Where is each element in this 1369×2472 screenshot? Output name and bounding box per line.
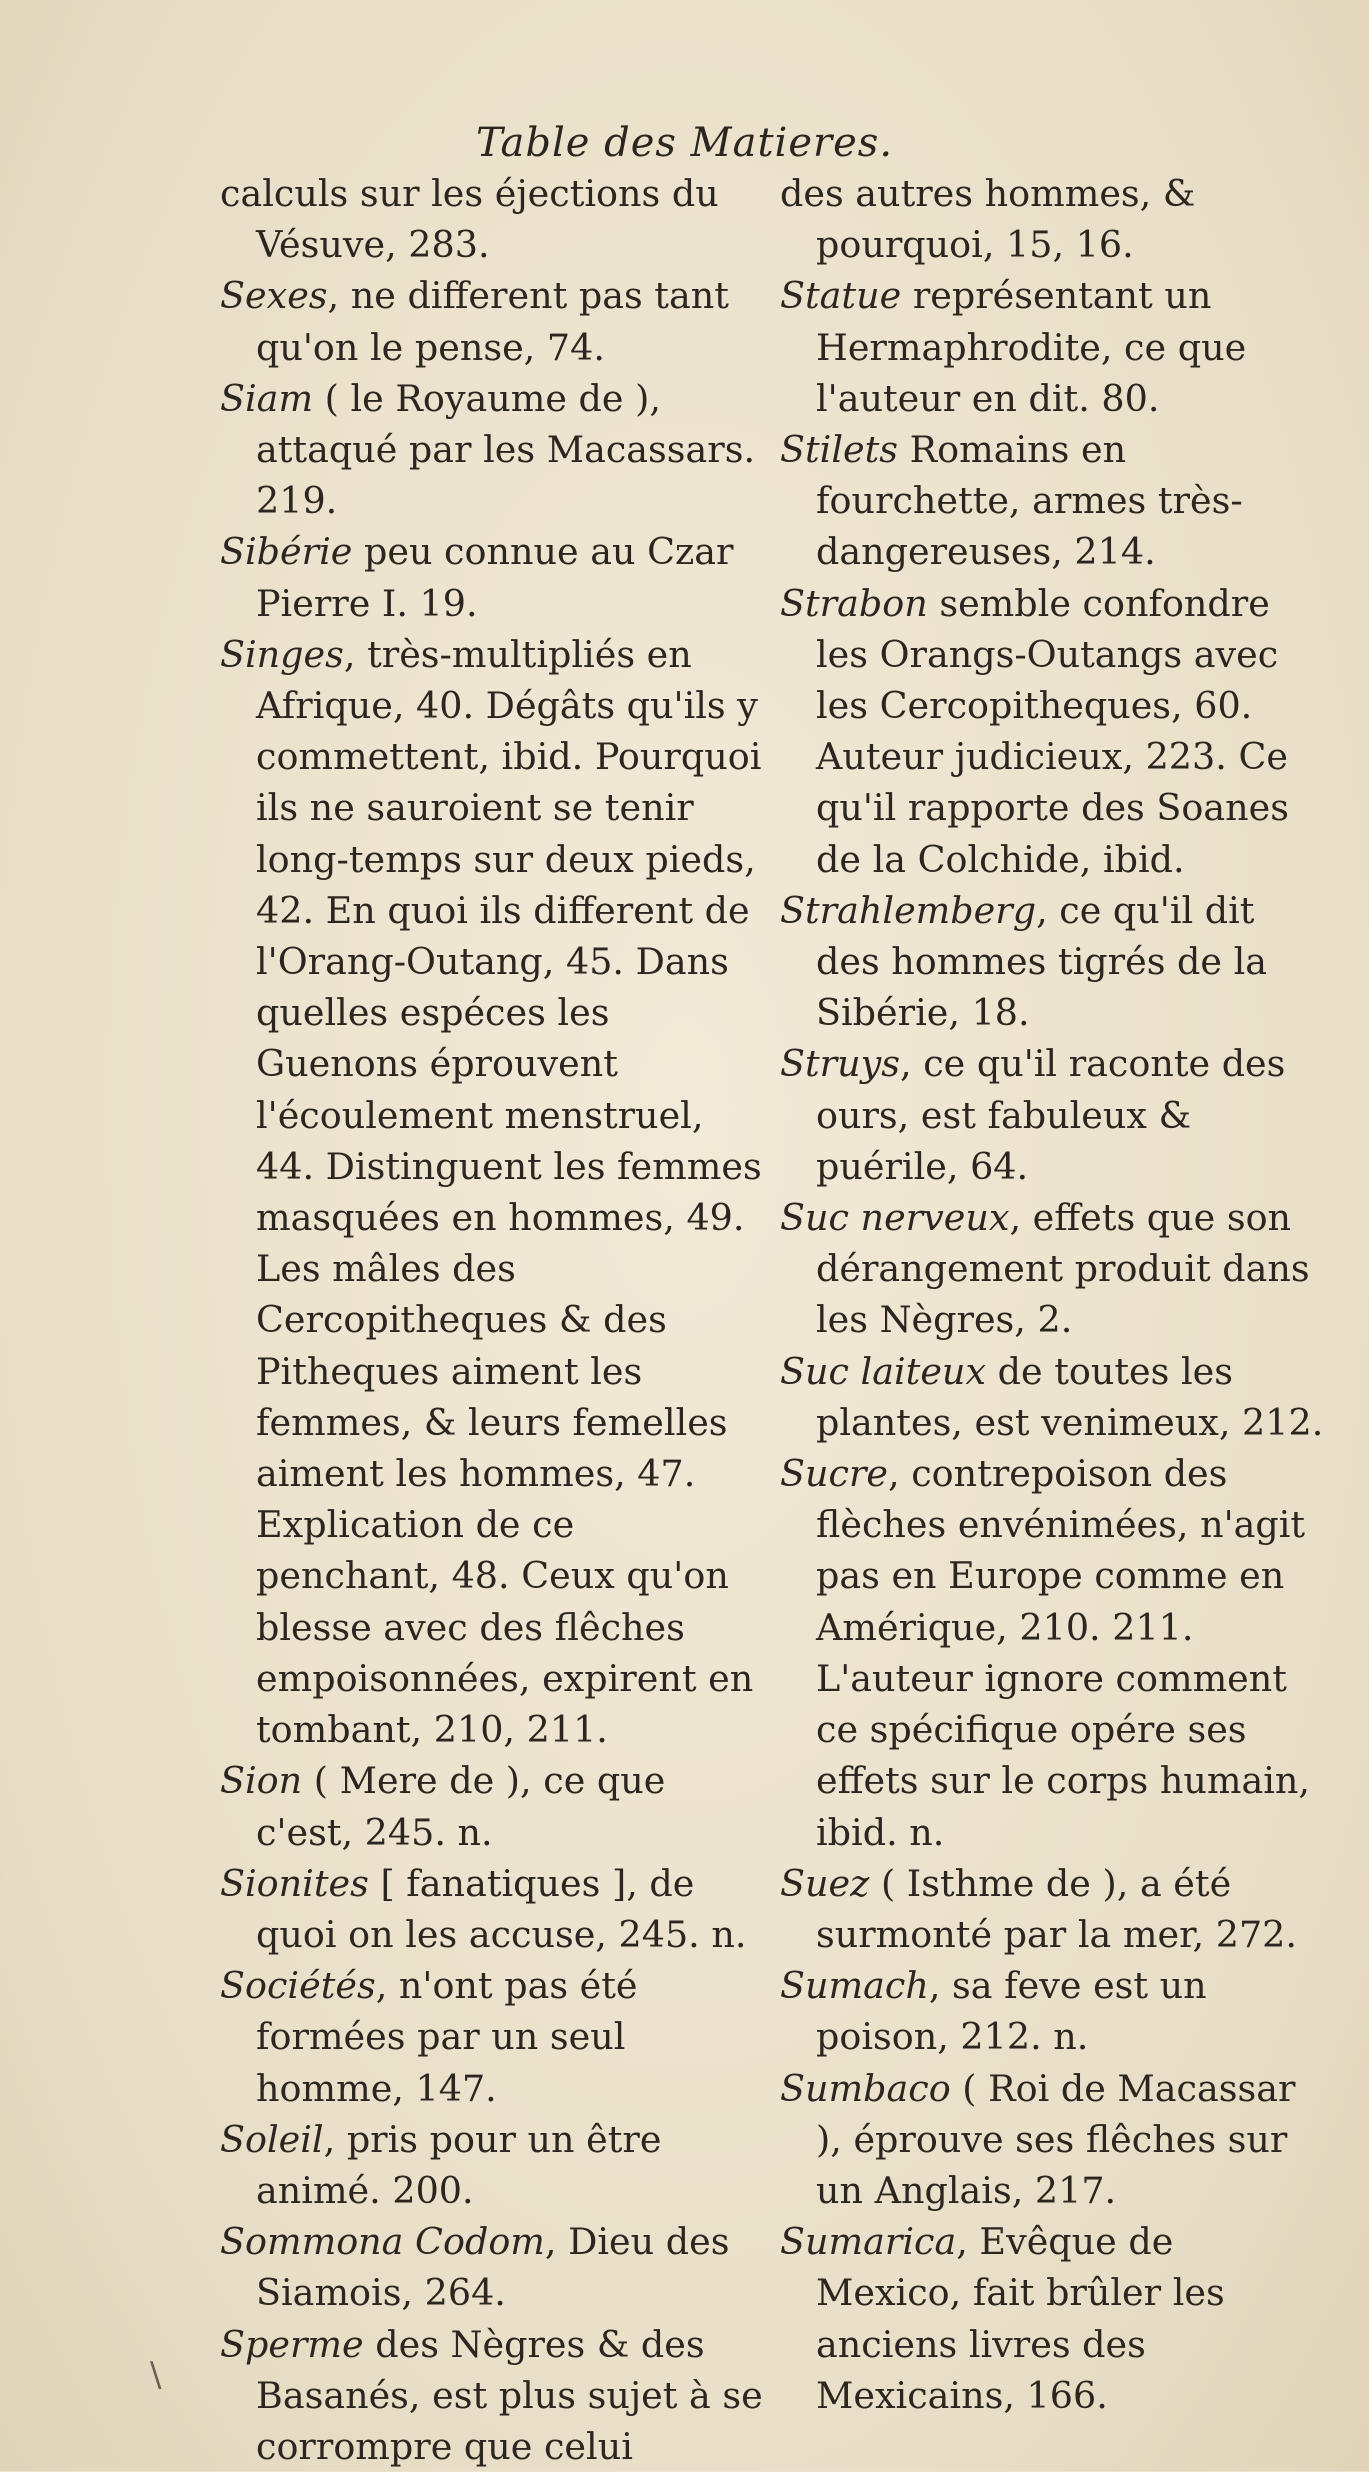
index-column-right <box>780 168 1328 2421</box>
index-entry: des autres hommes, & pourquoi, 15, 16. <box>780 172 1196 267</box>
margin-mark: \ <box>150 2355 162 2395</box>
index-entry: calculs sur les éjections du Vésuve, 283. <box>220 172 719 267</box>
index-entry: Suc laiteux de toutes les plantes, est venimeux, 212. <box>780 1349 1324 1444</box>
running-head: Table des Matieres. <box>475 120 894 166</box>
index-entry: Sibérie peu connue au Czar Pierre I. 19. <box>220 530 734 625</box>
index-entry: Siam ( le Royaume de ), attaqué par les Macassars. 219. <box>220 376 756 523</box>
index-entry: Struys, ce qu'il raconte des ours, est fabuleux & puérile, 64. <box>780 1042 1286 1188</box>
index-entry: Sexes, ne different pas tant qu'on le pense, 74. <box>220 274 729 369</box>
index-entry: Statue représentant un Hermaphrodite, ce que l'auteur en dit. 80. <box>780 274 1247 420</box>
index-entry: Sperme des Nègres & des Basanés, est plus sujet à se corrompre que celui <box>220 2322 763 2468</box>
index-entry: Sociétés, n'ont pas été formées par un seul homme, 147. <box>220 1964 638 2110</box>
index-entry: Strabon semble confondre les Orangs-Outangs avec les Cercopitheques, 60. Auteur judicieux, 223. Ce qu'il rapporte des Soanes de la Colchide, ibid. <box>780 581 1289 881</box>
index-entry: Sionites [ fanatiques ], de quoi on les accuse, 245. n. <box>220 1861 747 1956</box>
index-column-left <box>220 168 768 2472</box>
index-entry: Sumach, sa feve est un poison, 212. n. <box>780 1964 1207 2059</box>
index-entry: Stilets Romains en fourchette, armes très-dangereuses, 214. <box>780 428 1243 574</box>
index-entry: Suc nerveux, effets que son dérangement produit dans les Nègres, 2. <box>780 1196 1310 1342</box>
index-entry: Sumarica, Evêque de Mexico, fait brûler les anciens livres des Mexicains, 166. <box>780 2220 1225 2417</box>
index-entry: Sumbaco ( Roi de Macassar ), éprouve ses flêches sur un Anglais, 217. <box>780 2066 1296 2212</box>
index-entry: Sion ( Mere de ), ce que c'est, 245. n. <box>220 1759 666 1854</box>
index-entry: Sommona Codom, Dieu des Siamois, 264. <box>220 2220 730 2315</box>
index-entry: Sucre, contrepoison des flèches envénimées, n'agit pas en Europe comme en Amérique, 210. 211. L'auteur ignore comment ce spécifique opére ses effets sur le corps humain, ibid. n. <box>780 1452 1311 1854</box>
index-entry: Suez ( Isthme de ), a été surmonté par la mer, 272. <box>780 1861 1297 1956</box>
index-entry: Soleil, pris pour un être animé. 200. <box>220 2117 662 2212</box>
index-entry: Strahlemberg, ce qu'il dit des hommes tigrés de la Sibérie, 18. <box>780 888 1268 1035</box>
index-entry: Singes, très-multipliés en Afrique, 40. Dégâts qu'ils y commettent, ibid. Pourquoi ils ne sauroient se tenir long-temps sur deux pieds, 42. En quoi ils different de l'Orang-Outang, 45. Dans quelles espéces les Guenons éprouvent l'écoulement menstruel, 44. Distinguent les femmes masquées en hommes, 49. Les mâles des Cercopitheques & des Pitheques aiment les femmes, & leurs femelles aiment les hommes, 47. Explication de ce penchant, 48. Ceux qu'on blesse avec des flêches empoisonnées, expirent en tombant, 210, 211. <box>220 632 762 1752</box>
